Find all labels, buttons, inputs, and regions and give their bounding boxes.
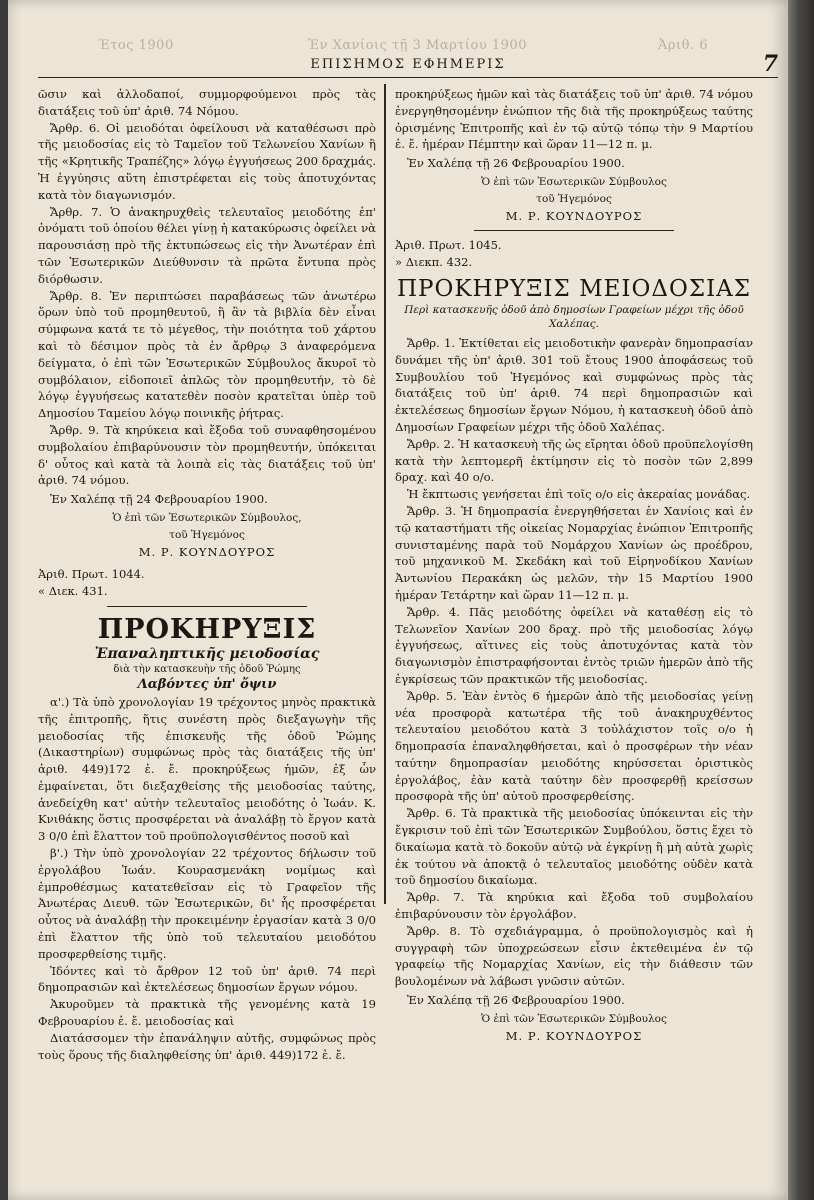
right-column: [395, 86, 753, 1050]
separator-rule: [107, 606, 307, 607]
article-3: Ἄρθρ. 3. Ἡ δημοπρασία ἐνεργηθήσεται ἐν Χανίοις καὶ ἐν τῷ καταστήματι τῆς οἰκείας Νομαρχίας ἐνώπιον Ἐπιτροπῆς συνισταμένης παρὰ τοῦ Νομάρχου Χανίων ὡς προέδρου, τοῦ μηχανικοῦ Μ. Σκεδάκη καὶ τοῦ Εἰρηνοδίκου Χανίων Ἀντωνίου Περακάκη ὡς μελῶν, τὴν 15 Μαρτίου 1900 ἡμέραν Τετάρτην καὶ ὥραν 11—12 π. μ.: [395, 503, 753, 602]
having-considered: Λαβόντες ὑπ' ὄψιν: [137, 676, 277, 692]
article-7: Ἄρθρ. 7. Τὰ κηρύκια καὶ ἔξοδα τοῦ συμβολαίου ἐπιβαρύνουσιν τὸν ἐργολάβον.: [395, 890, 753, 922]
signature-name: Μ. Ρ. ΚΟΥΝΔΟΥΡΟΣ: [138, 544, 276, 559]
proclamation-title: ΠΡΟΚΗΡΥΞΙΣ: [97, 613, 317, 645]
date-line: Ἐν Χαλέπᾳ τῇ 26 Φεβρουαρίου 1900.: [407, 156, 625, 171]
protocol-number: Ἀριθ. Πρωτ. 1044.: [38, 567, 145, 582]
book-edge: [788, 0, 814, 1200]
article-6: Ἄρθρ. 6. Οἱ μειοδόται ὀφείλουσι νὰ καταθέσωσι πρὸ τῆς μειοδοσίας εἰς τὸ Ταμεῖον τοῦ Τελωνείου Χανίων ἢ τῆς «Κρητικῆς Τραπέζης» λόγῳ ἐγγυήσεως 200 δραχμάς. Ἡ ἐγγύησις αὕτη ἐπιστρέφεται εἰς τοὺς ἀποτυχόντας κατὰ τὸν διαγωνισμόν.: [38, 120, 376, 202]
article-2-note: Ἡ ἔκπτωσις γενήσεται ἐπὶ τοῖς ο/ο εἰς ἀκεραίας μονάδας.: [407, 487, 751, 502]
signature-name: Μ. Ρ. ΚΟΥΝΔΟΥΡΟΣ: [505, 208, 643, 223]
article-4: Ἄρθρ. 4. Πᾶς μειοδότης ὀφείλει νὰ καταθέσῃ εἰς τὸ Τελωνεῖον Χανίων 200 δραχ. πρὸ τῆς μειοδοσίας λόγῳ ἐγγυήσεως, αἵτινες εἰς τοὺς ἀποτυχόντας κατὰ τὸν διαγωνισμὸν ἐπιστραφήσονται ἐντὸς τριῶν ἡμερῶν ἀπὸ τῆς ἐγκρίσεως τῶν πρακτικῶν τῆς μειοδοσίας.: [395, 604, 753, 686]
article-1: Ἄρθρ. 1. Ἐκτίθεται εἰς μειοδοτικὴν φανερὰν δημοπρασίαν δυνάμει τῆς ὑπ' ἀριθ. 301 τοῦ ἔτους 1900 ἀποφάσεως τοῦ Συμβουλίου τοῦ Ἡγεμόνος καὶ συμφώνως πρὸς τὰς διατάξεις τοῦ ὑπ' ἀριθ. 74 περὶ δημοπρασιῶν καὶ ἐκτελέσεως δημοσίων ἔργων Νόμου, ἡ κατασκευὴ ὁδοῦ ἀπὸ Δημοσίων Γραφείων μέχρι τῆς ὁδοῦ Χαλέπας.: [395, 335, 753, 434]
column-divider: [384, 84, 386, 904]
gazette-title: ΕΠΙΣΗΜΟΣ ΕΦΗΜΕΡΙΣ: [310, 57, 506, 72]
clause-d: Ἀκυροῦμεν τὰ πρακτικὰ τῆς γενομένης κατὰ 19 Φεβρουαρίου ἐ. ἔ. μειοδοσίας καὶ: [38, 997, 376, 1029]
dispatch-number: » Διεκπ. 432.: [395, 255, 473, 270]
signature-role: τοῦ Ἡγεμόνος: [169, 528, 245, 541]
proclamation-title: ΠΡΟΚΗΡΥΞΙΣ ΜΕΙΟΔΟΣΙΑΣ: [396, 275, 752, 302]
signature-intro: Ὁ ἐπὶ τῶν Ἐσωτερικῶν Σύμβουλος,: [112, 511, 302, 524]
bleedthrough-date: Ἐν Χανίοις τῇ 3 Μαρτίου 1900: [308, 38, 527, 53]
page-number: 7: [762, 51, 778, 77]
left-column: [38, 86, 376, 1063]
protocol-number: Ἀριθ. Πρωτ. 1045.: [395, 238, 502, 253]
article-5: Ἄρθρ. 5. Ἐὰν ἐντὸς 6 ἡμερῶν ἀπὸ τῆς μειοδοσίας γείνῃ νέα προσφορὰ κατωτέρα τῆς τοῦ ἀνακηρυχθέντος τελευταίου μειοδότου κατὰ 3 τοὐλάχιστον τοῖς ο/ο ἡ δημοπρασία ἐπαναληφθήσεται, καὶ ὁ προσφέρων τὴν νέαν ταύτην δημοπρασίαν μειοδότης κηρύσσεται ὁριστικὸς ἐργολάβος, ἐὰν κατὰ ταύτην δὲν προσφερθῇ κρείσσων προσφορὰ τῆς ὑπ' αὐτοῦ προσφερθείσης.: [395, 688, 753, 804]
date-line: Ἐν Χαλέπᾳ τῇ 26 Φεβρουαρίου 1900.: [407, 993, 625, 1008]
paragraph: ῶσιν καὶ ἀλλοδαποί, συμμορφούμενοι πρὸς τὰς διατάξεις τοῦ ὑπ' ἀριθ. 74 Νόμου.: [38, 87, 376, 118]
proclamation-subtitle: Περὶ κατασκευῆς ὁδοῦ ἀπὸ δημοσίων Γραφείων μέχρι τῆς ὁδοῦ Χαλέπας.: [404, 303, 744, 330]
dispatch-number: « Διεκ. 431.: [38, 584, 108, 599]
article-6: Ἄρθρ. 6. Τὰ πρακτικὰ τῆς μειοδοσίας ὑπόκεινται εἰς τὴν ἔγκρισιν τοῦ ἐπὶ τῶν Ἐσωτερικῶν Συμβούλου, ὅστις ἔχει τὸ δικαίωμα κατὰ τὸ δοκοῦν αὐτῷ νὰ ἐγκρίνῃ ἢ μὴ αὐτὰ χωρὶς ἐκ τούτου νὰ ἀποκτᾷ ὁ τελευταῖος μειοδότης οὐδὲν κατὰ τοῦ δημοσίου δικαίωμα.: [395, 806, 753, 888]
newspaper-page: [8, 0, 788, 1200]
signature-intro: Ὁ ἐπὶ τῶν Ἐσωτερικῶν Σύμβουλος: [481, 1012, 667, 1025]
proclamation-subtitle: Ἐπαναληπτικῆς μειοδοσίας: [94, 645, 320, 662]
article-2: Ἄρθρ. 2. Ἡ κατασκευὴ τῆς ὡς εἴρηται ὁδοῦ προϋπελογίσθη κατὰ τὴν λεπτομερῆ ἐκτίμησιν εἰς τὸ ποσὸν τῶν 2,899 δραχ. καὶ 40 ο/ο.: [395, 436, 753, 485]
signature-role: τοῦ Ἡγεμόνος: [536, 192, 612, 205]
clause-a: α'.) Τὰ ὑπὸ χρονολογίαν 19 τρέχοντος μηνὸς πρακτικὰ τῆς ἐπιτροπῆς, ἥτις συνέστη πρὸς διεξαγωγὴν τῆς μειοδοσίας τῆς ἐπισκευῆς τῆς ὁδοῦ Ῥώμης (Δικαστηρίων) συμφώνως πρὸς τὰς διατάξεις τῆς ὑπ' ἀριθ. 449)172 ἐ. ἔ. προκηρύξεως ἡμῶν, ἐξ ὧν ἐμφαίνεται, ὅτι διεξαχθείσης τῆς μειοδοσίας ταύτης, ἀνεδείχθη κατ' αὐτὴν τελευταῖος μειοδότης ὁ Ἰωάν. Κ. Κνιθάκης ὅστις προσφέρεται νὰ ἀναλάβῃ τὸ ἔργον κατὰ 3 0/0 ἐπὶ ἔλαττον τοῦ προϋπολογισθέντος ποσοῦ καὶ: [38, 694, 376, 844]
article-9: Ἄρθρ. 9. Τὰ κηρύκεια καὶ ἔξοδα τοῦ συναφθησομένου συμβολαίου ἐπιβαρύνουσιν τὸν προμηθευτήν, ὑπόκειται δ' οὗτος καὶ κατὰ τὰ λοιπὰ εἰς τὰς διατάξεις τοῦ ὑπ' ἀριθ. 74 νόμου.: [38, 422, 376, 488]
bleedthrough-issue: Ἀριθ. 6: [658, 38, 708, 53]
signature-intro: Ὁ ἐπὶ τῶν Ἐσωτερικῶν Σύμβουλος: [481, 175, 667, 188]
bleedthrough-year: Έτος 1900: [98, 38, 174, 53]
date-line: Ἐν Χαλέπᾳ τῇ 24 Φεβρουαρίου 1900.: [50, 492, 268, 507]
clause-b: β'.) Τὴν ὑπὸ χρονολογίαν 22 τρέχοντος δήλωσιν τοῦ ἐργολάβου Ἰωάν. Κουρασμενάκη νομίμως καὶ ἐμπροθέσμως κατατεθεῖσαν εἰς τὸ Γραφεῖον τῆς Ἀνωτέρας Διευθ. τῶν Ἐσωτερικῶν, δι' ἧς προσφέρεται οὗτος νὰ ἀναλάβῃ τὴν προκειμένην ἐργασίαν κατὰ 3 0/0 ἐπὶ ἔλαττον τῆς ὑπὸ τοῦ τελευταίου μειοδότου προσφερθείσης τιμῆς.: [38, 846, 376, 961]
paragraph: προκηρύξεως ἡμῶν καὶ τὰς διατάξεις τοῦ ὑπ' ἀριθ. 74 νόμου ἐνεργηθησομένην ἐνώπιον τῆς διὰ τῆς προκηρύξεως ταύτης ὁρισμένης Ἐπιτροπῆς καὶ ἐν τῷ αὐτῷ τόπῳ τὴν 9 Μαρτίου ἐ. ἔ. ἡμέραν Πέμπτην καὶ ὥραν 11—12 π. μ.: [395, 87, 753, 152]
article-7: Ἄρθρ. 7. Ὁ ἀνακηρυχθεὶς τελευταῖος μειοδότης ἐπ' ὀνόματι τοῦ ὁποίου θέλει γίνῃ ἡ κατακύρωσις ὀφείλει νὰ παρουσιάσῃ πρὸ τῆς ἐκτυπώσεως εἰς τὴν Ἀνωτέραν ἐπὶ τῶν Ἐσωτερικῶν Διεύθυνσιν τὰ πρῶτα ἔντυπα πρὸς διόρθωσιν.: [38, 204, 376, 286]
signature-name: Μ. Ρ. ΚΟΥΝΔΟΥΡΟΣ: [505, 1028, 643, 1043]
article-8: Ἄρθρ. 8. Ἐν περιπτώσει παραβάσεως τῶν ἀνωτέρω ὅρων ὑπὸ τοῦ προμηθευτοῦ, ἢ ἂν τὰ βιβλία δὲν εἶναι σύμφωνα κατά τε τὸ μέγεθος, τὴν ποιότητα τοῦ χάρτου καὶ τὸ δέσιμον πρὸς τὰ ἐν ἄρθρῳ 3 ἀναφερόμενα δείγματα, ὁ ἐπὶ τῶν Ἐσωτερικῶν Σύμβουλος ἄκυροῖ τὸ συμβόλαιον, εἰδοποιεῖ ἁπλῶς τὸν προμηθευτήν, τὸ δὲ λόγῳ ἐγγυήσεως κατατεθὲν ποσὸν κρατεῖται ὑπὲρ τοῦ Δημοσίου Ταμείου λόγῳ ποινικῆς ῥήτρας.: [38, 288, 376, 421]
clause-e: Διατάσσομεν τὴν ἐπανάληψιν αὐτῆς, συμφώνως πρὸς τοὺς ὅρους τῆς διαληφθείσης ὑπ' ἀριθ. 449)172 ἐ. ἔ.: [38, 1030, 376, 1062]
article-8: Ἄρθρ. 8. Τὸ σχεδιάγραμμα, ὁ προϋπολογισμὸς καὶ ἡ συγγραφὴ τῶν ὑποχρεώσεων εἶσιν ἐκτεθειμένα ἐν τῷ γραφείῳ τῆς Νομαρχίας Χανίων, εἰς τὴν διάθεσιν τῶν βουλομένων νὰ λάβωσι γνῶσιν αὐτῶν.: [395, 923, 753, 989]
clause-c: Ἰδόντες καὶ τὸ ἄρθρον 12 τοῦ ὑπ' ἀριθ. 74 περὶ δημοπρασιῶν καὶ ἐκτελέσεως δημοσίων ἔργων νόμου.: [38, 963, 376, 995]
separator-rule: [474, 230, 674, 231]
page-header: [38, 51, 778, 78]
proclamation-purpose: διὰ τὴν κατασκευὴν τῆς ὁδοῦ Ῥώμης: [113, 663, 301, 675]
